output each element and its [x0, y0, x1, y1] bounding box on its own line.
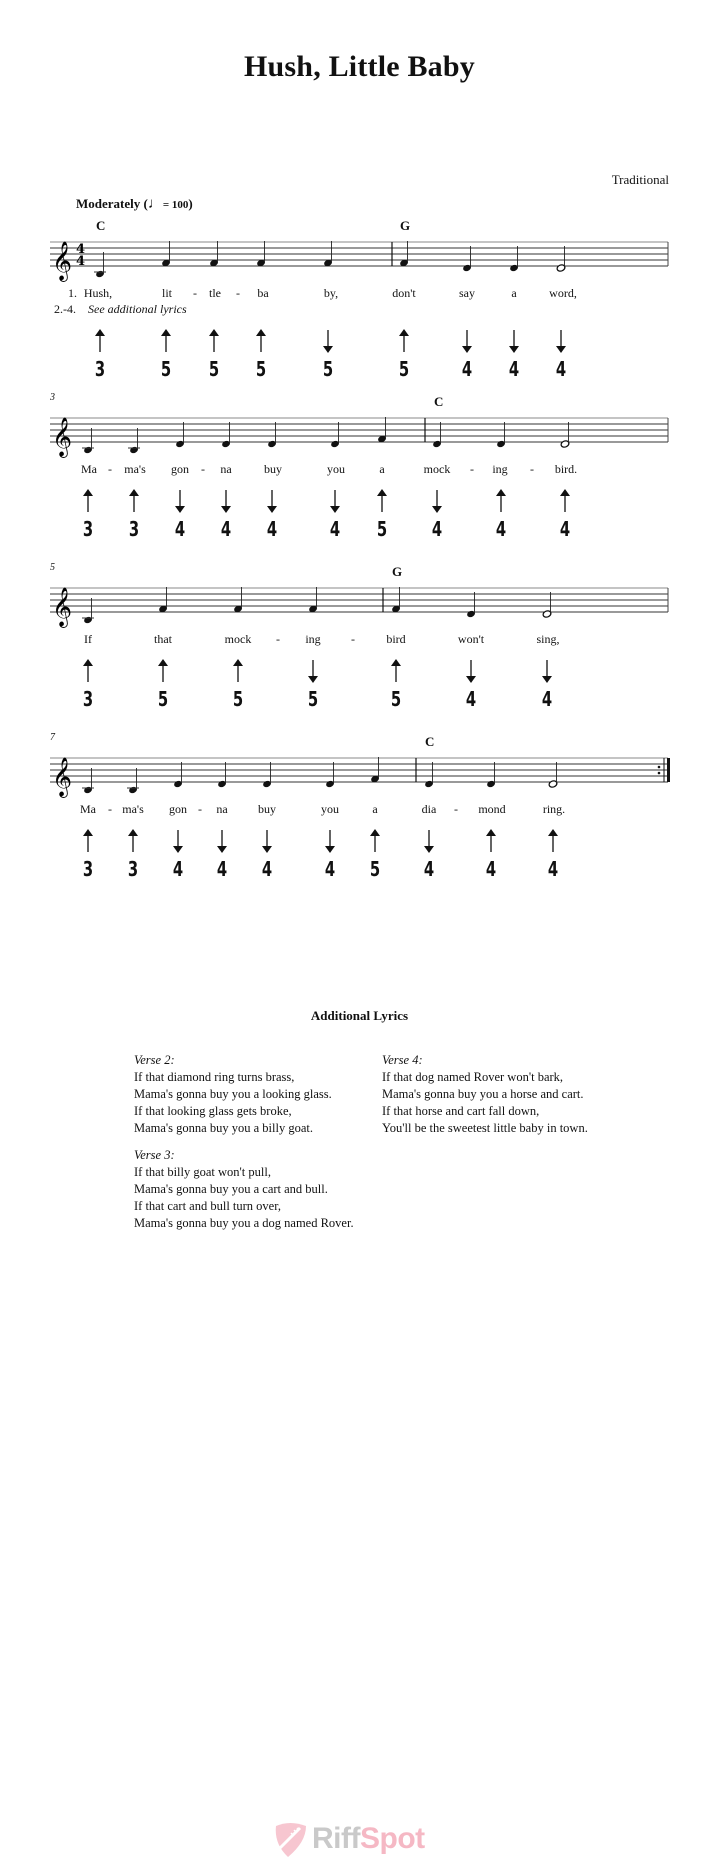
draw-arrow-down-icon [320, 828, 340, 854]
tempo-label: Moderately [76, 196, 141, 211]
svg-text:𝄞: 𝄞 [52, 757, 73, 797]
harmonica-tab [262, 488, 282, 539]
lyric-syllable: gon [171, 462, 189, 476]
blow-arrow-up-icon [491, 488, 511, 514]
blow-arrow-up-icon [90, 328, 110, 354]
draw-arrow-down-icon [537, 658, 557, 684]
harmonica-tab [228, 658, 248, 709]
lyric-syllable: sing, [536, 632, 560, 646]
lyric-hyphen: - [351, 632, 355, 646]
verse-line: Mama's gonna buy you a cart and bull. [134, 1182, 328, 1196]
measure-number: 7 [50, 732, 55, 743]
hole-number: 4 [461, 357, 473, 381]
verse-label: Verse 2: [134, 1053, 175, 1067]
draw-arrow-down-icon [504, 328, 524, 354]
draw-arrow-down-icon [303, 658, 323, 684]
logo-spot: Spot [359, 1822, 425, 1855]
verse-line: Mama's gonna buy you a dog named Rover. [134, 1216, 354, 1230]
draw-arrow-down-icon [427, 488, 447, 514]
hole-number: 5 [390, 687, 402, 711]
composer: Traditional [611, 172, 669, 187]
verse-3 [134, 1147, 354, 1232]
riffspot-logo [270, 1822, 460, 1858]
lyric-hyphen: - [198, 802, 202, 816]
verse-line: If that cart and bull turn over, [134, 1199, 282, 1213]
logo-text [312, 1822, 425, 1856]
lyric-syllable: mond [478, 802, 506, 816]
blow-arrow-up-icon [251, 328, 271, 354]
blow-arrow-up-icon [228, 658, 248, 684]
blow-arrow-up-icon [555, 488, 575, 514]
harmonica-tab [427, 488, 447, 539]
lyric-syllable: dia [421, 802, 437, 816]
hole-number: 4 [508, 357, 520, 381]
see-additional-lyrics-note: See additional lyrics [88, 302, 187, 316]
hole-number: 4 [266, 517, 278, 541]
harmonica-tab [124, 488, 144, 539]
harmonica-tab [153, 658, 173, 709]
draw-arrow-down-icon [457, 328, 477, 354]
blow-arrow-up-icon [204, 328, 224, 354]
hole-number: 4 [555, 357, 567, 381]
harmonica-tab [537, 658, 557, 709]
harmonica-tab [170, 488, 190, 539]
verse-line: Mama's gonna buy you a horse and cart. [382, 1087, 584, 1101]
harmonica-tab [551, 328, 571, 379]
harmonica-tab [365, 828, 385, 879]
svg-text:4: 4 [76, 242, 86, 257]
logo-riff: Riff [312, 1822, 360, 1855]
hole-number: 4 [431, 517, 443, 541]
lyric-syllable: ring. [542, 802, 566, 816]
hole-number: 5 [255, 357, 267, 381]
lyric-syllable: buy [258, 802, 276, 816]
harmonica-tab [204, 328, 224, 379]
hole-number: 5 [208, 357, 220, 381]
verse-label: Verse 3: [134, 1148, 175, 1162]
blow-arrow-up-icon [365, 828, 385, 854]
hole-number: 4 [465, 687, 477, 711]
lyric-hyphen: - [454, 802, 458, 816]
tempo-bpm: = 100 [162, 199, 189, 211]
lyric-hyphen: - [201, 462, 205, 476]
lyric-syllable: bird. [554, 462, 578, 476]
blow-arrow-up-icon [78, 488, 98, 514]
hole-number: 5 [307, 687, 319, 711]
draw-arrow-down-icon [168, 828, 188, 854]
verse-line: Mama's gonna buy you a looking glass. [134, 1087, 332, 1101]
verse-2 [134, 1052, 332, 1137]
hole-number: 4 [172, 857, 184, 881]
lyric-syllable: by, [323, 286, 339, 300]
verse-label: Verse 4: [382, 1053, 423, 1067]
harmonica-tab [78, 828, 98, 879]
harmonica-tab [325, 488, 345, 539]
harmonica-tab [251, 328, 271, 379]
lyric-syllable: a [511, 286, 517, 300]
hole-number: 3 [82, 517, 94, 541]
lyric-syllable: Ma [80, 802, 96, 816]
draw-arrow-down-icon [551, 328, 571, 354]
lyric-syllable: won't [457, 632, 485, 646]
lyric-syllable: ma's [124, 462, 146, 476]
draw-arrow-down-icon [325, 488, 345, 514]
lyric-syllable: na [216, 802, 228, 816]
harmonica-tab [212, 828, 232, 879]
hole-number: 3 [128, 517, 140, 541]
verse-line: You'll be the sweetest little baby in town. [382, 1121, 588, 1135]
additional-lyrics-heading: Additional Lyrics [310, 1008, 409, 1023]
hole-number: 5 [376, 517, 388, 541]
hole-number: 3 [82, 857, 94, 881]
hole-number: 4 [329, 517, 341, 541]
chord-symbol: G [392, 564, 403, 579]
song-title: Hush, Little Baby [244, 50, 475, 83]
verse-number: 1. [68, 286, 77, 300]
lyric-syllable: say [459, 286, 475, 300]
quarter-note-icon: ♩ [147, 196, 163, 212]
harmonica-tab [123, 828, 143, 879]
harmonica-tab [372, 488, 392, 539]
blow-arrow-up-icon [153, 658, 173, 684]
verse-4 [382, 1052, 588, 1137]
lyric-syllable: that [154, 632, 172, 646]
blow-arrow-up-icon [543, 828, 563, 854]
hole-number: 5 [232, 687, 244, 711]
lyric-hyphen: - [276, 632, 280, 646]
harmonica-tab [168, 828, 188, 879]
lyric-syllable: ing [305, 632, 321, 646]
blow-arrow-up-icon [78, 828, 98, 854]
hole-number: 4 [485, 857, 497, 881]
lyric-hyphen: - [193, 286, 197, 300]
chord-symbol: G [400, 218, 411, 233]
harmonica-tab [386, 658, 406, 709]
svg-text:𝄞: 𝄞 [52, 587, 73, 627]
lyric-syllable: Ma [81, 462, 97, 476]
staff-lines [0, 227, 719, 287]
measure-number: 5 [50, 562, 55, 573]
harmonica-tab [78, 488, 98, 539]
blow-arrow-up-icon [386, 658, 406, 684]
draw-arrow-down-icon [216, 488, 236, 514]
chord-symbol: C [434, 394, 444, 409]
tempo-marking: Moderately (♩= 100) [76, 196, 193, 212]
svg-text:4: 4 [76, 254, 86, 269]
lyric-syllable: mock [224, 632, 252, 646]
verse-line: If that billy goat won't pull, [134, 1165, 271, 1179]
verse-line: If that dog named Rover won't bark, [382, 1070, 564, 1084]
chord-symbol: C [425, 734, 435, 749]
lyric-syllable: buy [264, 462, 282, 476]
blow-arrow-up-icon [78, 658, 98, 684]
lyric-syllable: a [372, 802, 378, 816]
verse-line: If that horse and cart fall down, [382, 1104, 540, 1118]
blow-arrow-up-icon [124, 488, 144, 514]
draw-arrow-down-icon [257, 828, 277, 854]
lyric-syllable: gon [169, 802, 187, 816]
hole-number: 5 [369, 857, 381, 881]
svg-text:𝄞: 𝄞 [52, 417, 73, 457]
harmonica-tab [491, 488, 511, 539]
hole-number: 5 [157, 687, 169, 711]
lyric-syllable: If [84, 632, 92, 646]
lyric-syllable: ma's [122, 802, 144, 816]
harmonica-tab [457, 328, 477, 379]
hole-number: 4 [495, 517, 507, 541]
harmonica-tab [90, 328, 110, 379]
measure-number: 3 [50, 392, 55, 403]
verse-line: If that looking glass gets broke, [134, 1104, 292, 1118]
lyric-syllable: na [220, 462, 232, 476]
harmonica-tab [320, 828, 340, 879]
lyric-hyphen: - [108, 802, 112, 816]
lyric-hyphen: - [470, 462, 474, 476]
blow-arrow-up-icon [156, 328, 176, 354]
lyric-syllable: you [327, 462, 345, 476]
draw-arrow-down-icon [318, 328, 338, 354]
hole-number: 4 [216, 857, 228, 881]
chord-symbol: C [96, 218, 106, 233]
verse-range: 2.-4. [54, 302, 76, 316]
harmonica-tab [394, 328, 414, 379]
draw-arrow-down-icon [262, 488, 282, 514]
lyric-hyphen: - [236, 286, 240, 300]
lyric-syllable: you [321, 802, 339, 816]
lyric-syllable: tle [209, 286, 221, 300]
draw-arrow-down-icon [461, 658, 481, 684]
verse-line: Mama's gonna buy you a billy goat. [134, 1121, 313, 1135]
draw-arrow-down-icon [212, 828, 232, 854]
harmonica-tab [156, 328, 176, 379]
harmonica-tab [419, 828, 439, 879]
hole-number: 4 [547, 857, 559, 881]
lyric-syllable: a [379, 462, 385, 476]
harmonica-tab [504, 328, 524, 379]
hole-number: 3 [127, 857, 139, 881]
hole-number: 3 [82, 687, 94, 711]
draw-arrow-down-icon [170, 488, 190, 514]
lyric-syllable: ing [492, 462, 508, 476]
hole-number: 4 [423, 857, 435, 881]
hole-number: 4 [541, 687, 553, 711]
hole-number: 4 [174, 517, 186, 541]
lyric-syllable: lit [161, 286, 173, 300]
lyric-hyphen: - [108, 462, 112, 476]
harmonica-tab [318, 328, 338, 379]
lyric-syllable: word, [549, 286, 577, 300]
blow-arrow-up-icon [394, 328, 414, 354]
blow-arrow-up-icon [372, 488, 392, 514]
hole-number: 4 [559, 517, 571, 541]
hole-number: 5 [160, 357, 172, 381]
blow-arrow-up-icon [123, 828, 143, 854]
hole-number: 5 [322, 357, 334, 381]
staff-lines [0, 573, 719, 633]
blow-arrow-up-icon [481, 828, 501, 854]
hole-number: 4 [220, 517, 232, 541]
svg-text:𝄞: 𝄞 [52, 241, 73, 281]
guitar-pick-icon [270, 1822, 310, 1858]
harmonica-tab [555, 488, 575, 539]
harmonica-tab [481, 828, 501, 879]
draw-arrow-down-icon [419, 828, 439, 854]
lyric-syllable: don't [392, 286, 416, 300]
hole-number: 4 [261, 857, 273, 881]
staff-lines [0, 743, 719, 803]
lyric-hyphen: - [530, 462, 534, 476]
harmonica-tab [543, 828, 563, 879]
verse-line: If that diamond ring turns brass, [134, 1070, 295, 1084]
lyric-syllable: ba [257, 286, 269, 300]
lyric-syllable: Hush, [83, 286, 113, 300]
hole-number: 3 [94, 357, 106, 381]
lyric-syllable: mock [423, 462, 451, 476]
hole-number: 5 [398, 357, 410, 381]
harmonica-tab [303, 658, 323, 709]
hole-number: 4 [324, 857, 336, 881]
harmonica-tab [257, 828, 277, 879]
harmonica-tab [461, 658, 481, 709]
lyric-syllable: bird [386, 632, 406, 646]
harmonica-tab [78, 658, 98, 709]
staff-lines [0, 403, 719, 463]
harmonica-tab [216, 488, 236, 539]
